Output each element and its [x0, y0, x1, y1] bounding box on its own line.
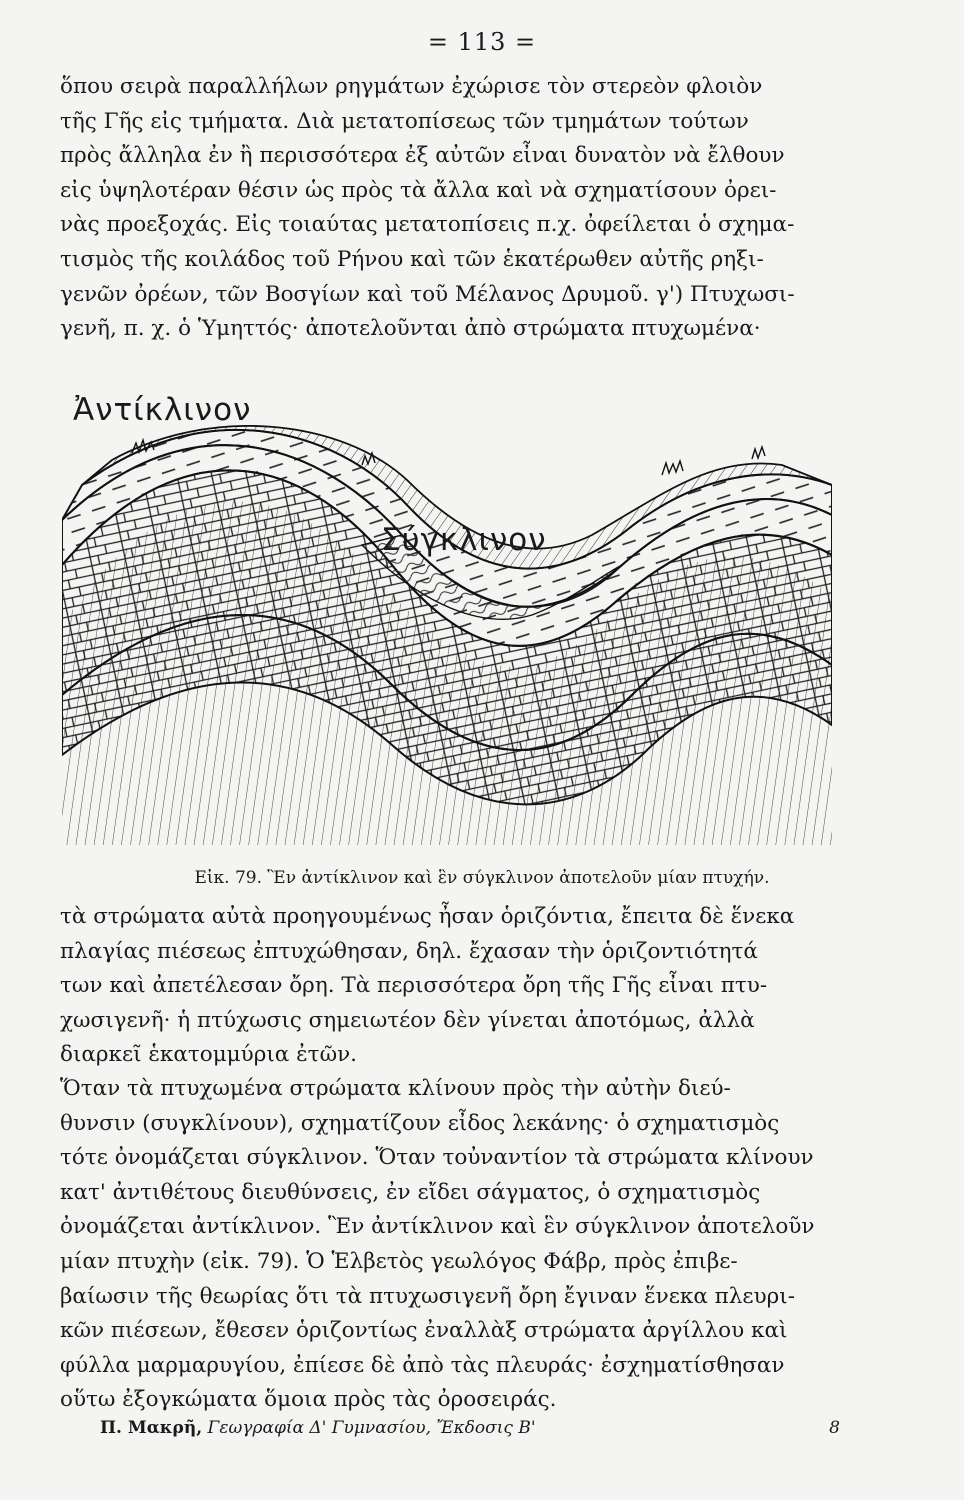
footer-author: Π. Μακρῆ, [100, 1418, 203, 1438]
text-line: τότε ὀνομάζεται σύγκλινον. Ὅταν τοὐναντίον τὰ στρώματα κλίνουν [60, 1145, 814, 1171]
text-line: πρὸς ἄλληλα ἐν ἢ περισσότερα ἐξ αὐτῶν εἶναι δυνατὸν νὰ ἔλθουν [60, 143, 785, 169]
text-line: κῶν πιέσεων, ἔθεσεν ὁριζοντίως ἐναλλὰξ στρώματα ἀργίλλου καὶ [60, 1318, 788, 1344]
text-line: βαίωσιν τῆς θεωρίας ὅτι τὰ πτυχωσιγενῆ ὄρη ἔγιναν ἕνεκα πλευρι- [60, 1283, 795, 1309]
text-line: γενῶν ὀρέων, τῶν Βοσγίων καὶ τοῦ Μέλανος Δρυμοῦ. γ') Πτυχωσι- [60, 281, 795, 307]
text-line: φύλλα μαρμαρυγίου, ἐπίεσε δὲ ἀπὸ τὰς πλευράς· ἐσχηματίσθησαν [60, 1352, 785, 1378]
text-line: χωσιγενῆ· ἡ πτύχωσις σημειωτέον δὲν γίνεται ἀποτόμως, ἀλλὰ [60, 1007, 755, 1033]
text-line: τισμὸς τῆς κοιλάδος τοῦ Ρήνου καὶ τῶν ἑκατέρωθεν αὐτῆς ρηξι- [60, 246, 764, 272]
paragraph-2 [60, 900, 848, 1073]
figure-caption: Εἰκ. 79. Ἓν ἀντίκλινον καὶ ἓν σύγκλινον ἀποτελοῦν μίαν πτυχήν. [194, 868, 770, 888]
paragraph-3 [60, 1072, 848, 1418]
page-footer [100, 1418, 860, 1438]
text-line: τῆς Γῆς εἰς τμήματα. Διὰ μετατοπίσεως τῶν τμημάτων τούτων [60, 108, 749, 134]
anticline-label: Ἀντίκλινον [73, 392, 252, 428]
text-line: των καὶ ἀπετέλεσαν ὄρη. Τὰ περισσότερα ὄρη τῆς Γῆς εἶναι πτυ- [60, 973, 768, 999]
text-line: θυνσιν (συγκλίνουν), σχηματίζουν εἶδος λεκάνης· ὁ σχηματισμὸς [60, 1110, 780, 1136]
text-line: κατ' ἀντιθέτους διευθύνσεις, ἐν εἴδει σάγματος, ὁ σχηματισμὸς [60, 1179, 761, 1205]
text-line: διαρκεῖ ἑκατομμύρια ἐτῶν. [60, 1042, 358, 1068]
text-line: γενῆ, π. χ. ὁ Ὑμηττός· ἀποτελοῦνται ἀπὸ στρώματα πτυχωμένα· [60, 316, 761, 342]
text-line: μίαν πτυχὴν (εἰκ. 79). Ὁ Ἑλβετὸς γεωλόγος Φάβρ, πρὸς ἐπιβε- [60, 1248, 738, 1274]
paragraph-1 [60, 70, 848, 347]
page-number: = 113 = [427, 28, 537, 56]
text-line: νὰς προεξοχάς. Εἰς τοιαύτας μετατοπίσεις π.χ. ὀφείλεται ὁ σχημα- [60, 212, 795, 238]
text-line: ὀνομάζεται ἀντίκλινον. Ἓν ἀντίκλινον καὶ ἓν σύγκλινον ἀποτελοῦν [60, 1214, 815, 1240]
text-line: Ὅταν τὰ πτυχωμένα στρώματα κλίνουν πρὸς τὴν αὐτὴν διεύ- [60, 1076, 731, 1101]
text-line: τὰ στρώματα αὐτὰ προηγουμένως ἦσαν ὁριζόντια, ἔπειτα δὲ ἕνεκα [60, 904, 795, 929]
footer-signature: 8 [829, 1418, 840, 1438]
text-line: πλαγίας πιέσεως ἐπτυχώθησαν, δηλ. ἔχασαν τὴν ὁριζοντιότητά [60, 938, 758, 964]
footer-title: Γεωγραφία Δ' Γυμνασίου, Ἔκδοσις Β' [207, 1418, 536, 1438]
text-line: ὅπου σειρὰ παραλλήλων ρηγμάτων ἐχώρισε τὸν στερεὸν φλοιὸν [60, 74, 763, 99]
text-line: εἰς ὑψηλοτέραν θέσιν ὡς πρὸς τὰ ἄλλα καὶ νὰ σχηματίσουν ὀρει- [60, 177, 777, 203]
fold-diagram [62, 425, 832, 845]
text-line: οὕτω ἐξογκώματα ὅμοια πρὸς τὰς ὀροσειράς. [60, 1387, 557, 1413]
syncline-label: Σύγκλινον [381, 522, 547, 558]
